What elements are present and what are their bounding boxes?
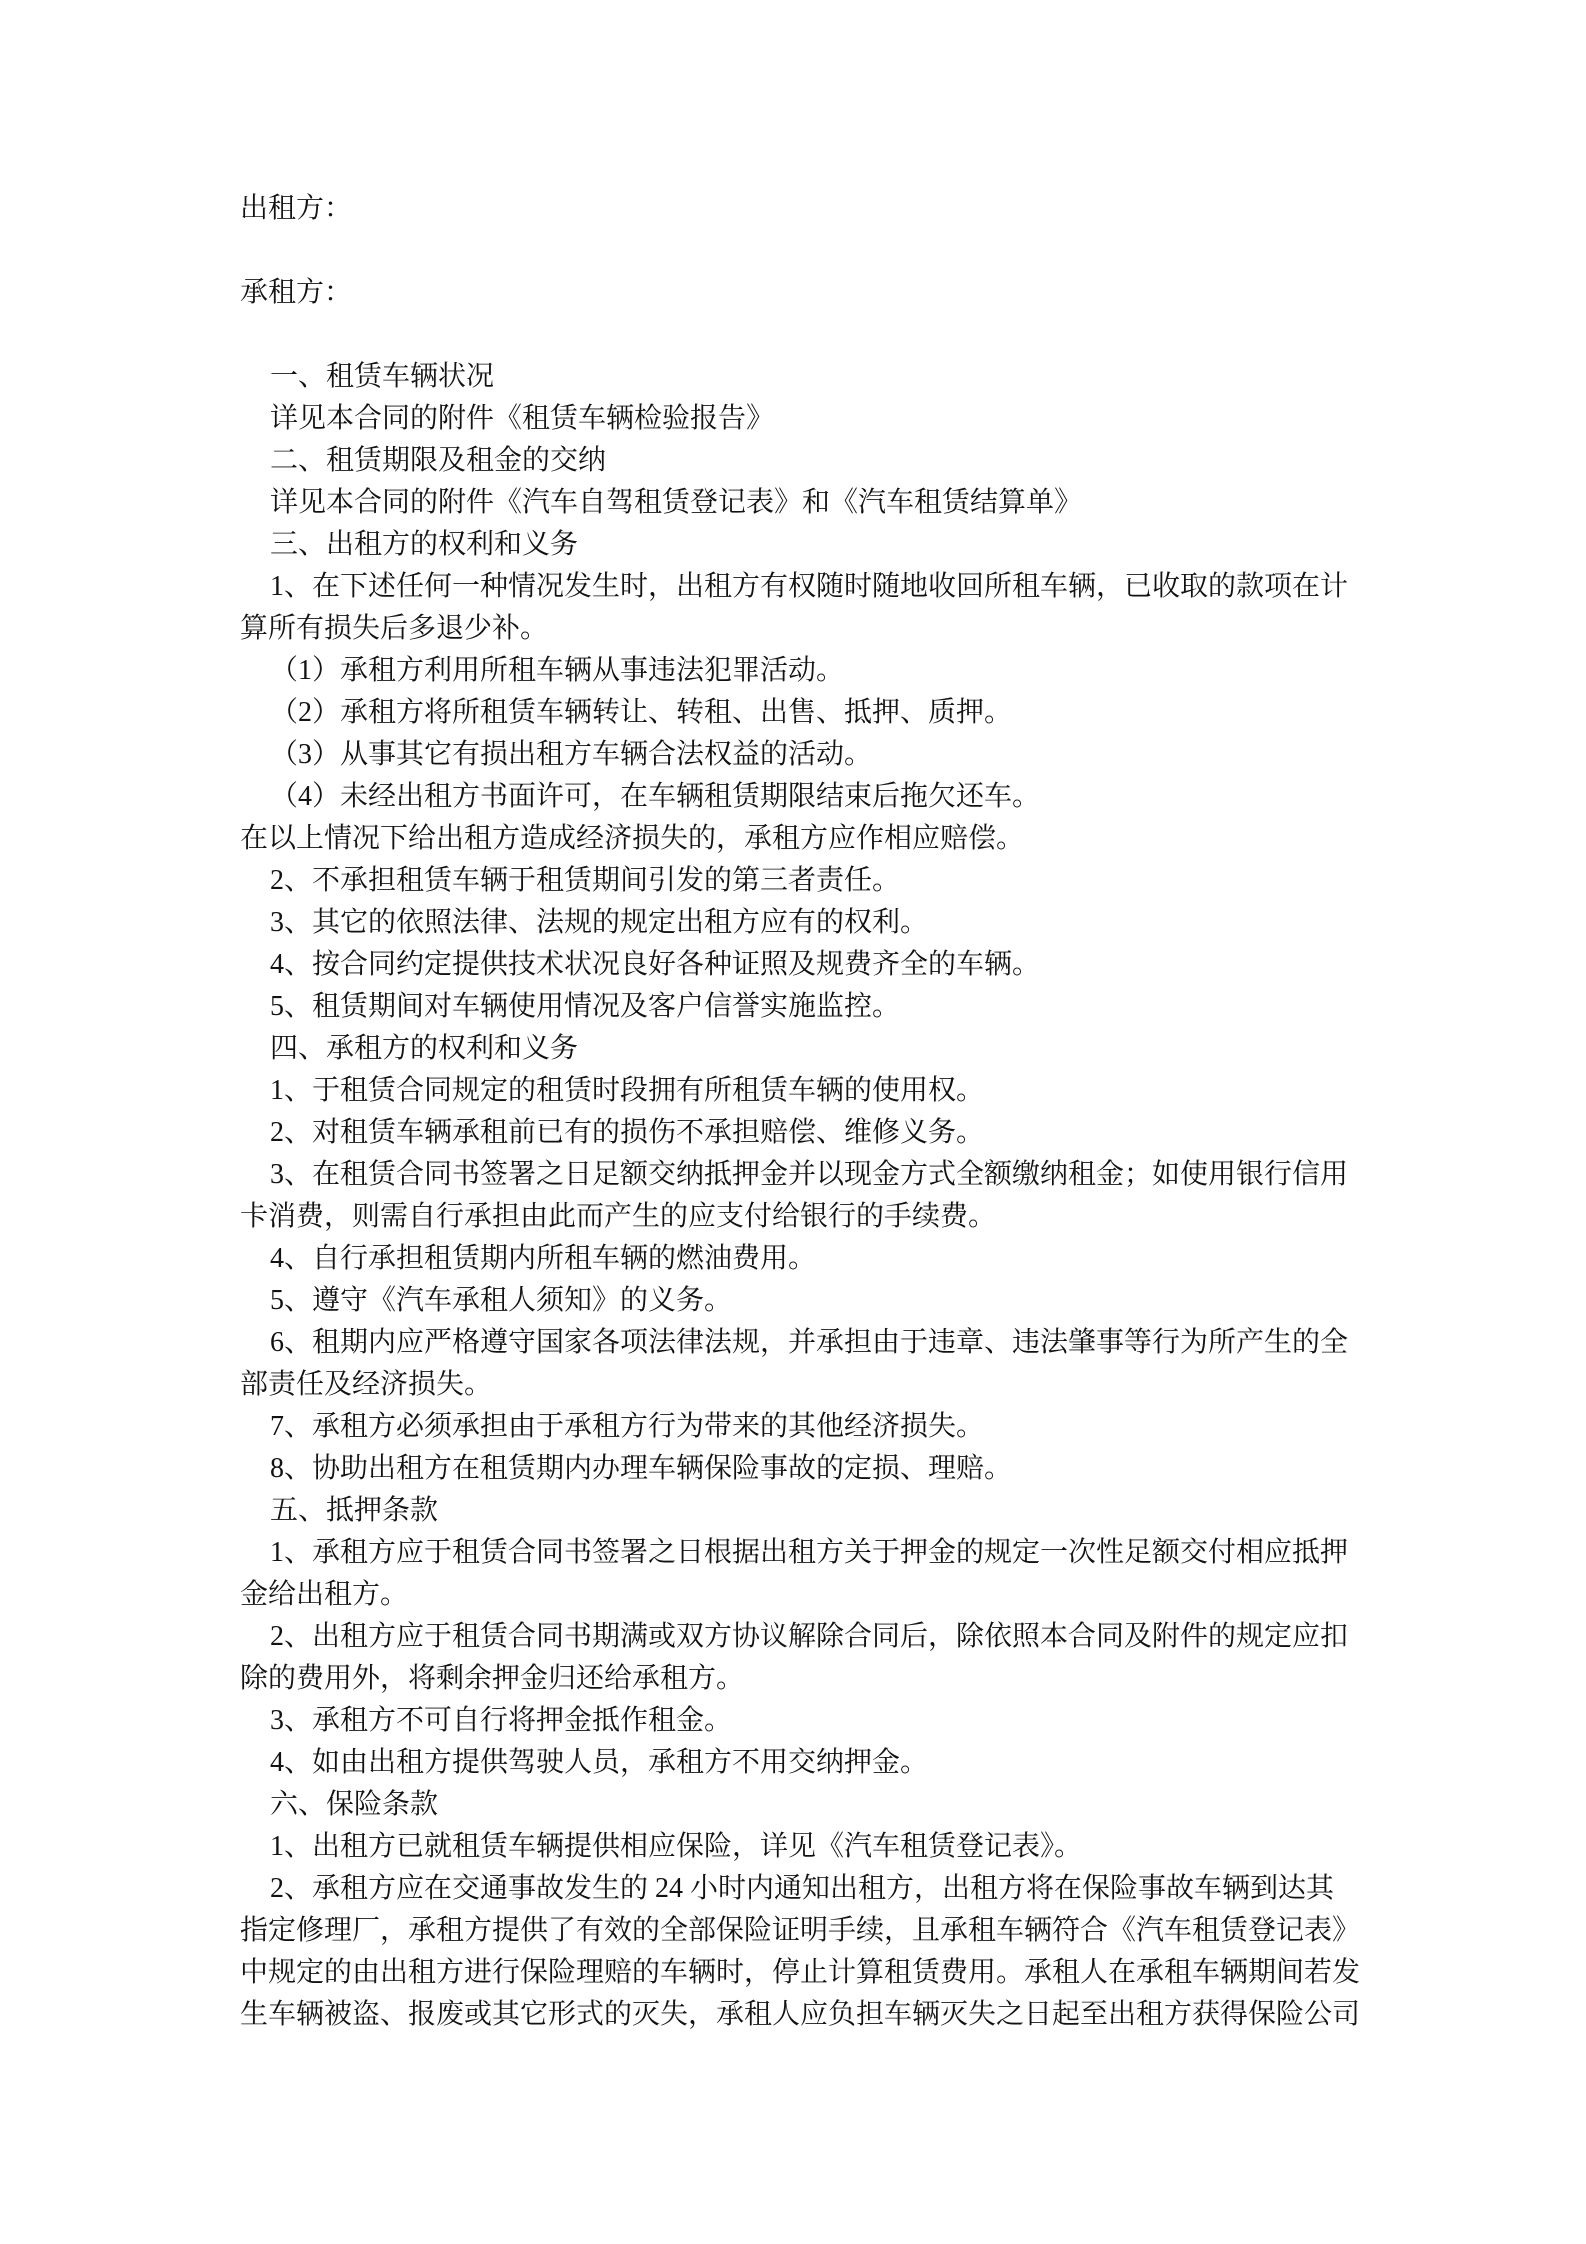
text-line: 5、租赁期间对车辆使用情况及客户信誉实施监控。 — [270, 991, 901, 1022]
text-line: 生车辆被盗、报废或其它形式的灭失，承租人应负担车辆灭失之日起至出租方获得保险公司 — [240, 1999, 1361, 2030]
text-line: 3、承租方不可自行将押金抵作租金。 — [270, 1705, 733, 1736]
text-line: 详见本合同的附件《租赁车辆检验报告》 — [270, 403, 775, 434]
text-line: 1、于租赁合同规定的租赁时段拥有所租赁车辆的使用权。 — [270, 1075, 985, 1106]
text-line: （2）承租方将所租赁车辆转让、转租、出售、抵押、质押。 — [270, 697, 1013, 728]
text-line: 承租方： — [240, 277, 353, 308]
text-line: 详见本合同的附件《汽车自驾租赁登记表》和《汽车租赁结算单》 — [270, 487, 1083, 518]
text-line: 4、如由出租方提供驾驶人员，承租方不用交纳押金。 — [270, 1747, 929, 1778]
text-line: 8、协助出租方在租赁期内办理车辆保险事故的定损、理赔。 — [270, 1453, 1013, 1484]
text-line: 5、遵守《汽车承租人须知》的义务。 — [270, 1285, 733, 1316]
text-line: （3）从事其它有损出租方车辆合法权益的活动。 — [270, 739, 873, 770]
text-line: 1、在下述任何一种情况发生时，出租方有权随时随地收回所租车辆，已收取的款项在计 — [270, 571, 1349, 602]
text-line: 中规定的由出租方进行保险理赔的车辆时，停止计算租赁费用。承租人在承租车辆期间若发 — [240, 1957, 1361, 1988]
text-line: 1、出租方已就租赁车辆提供相应保险，详见《汽车租赁登记表》。 — [270, 1831, 1083, 1862]
text-line: 一、租赁车辆状况 — [270, 361, 495, 392]
text-line: 出租方： — [240, 193, 353, 224]
text-line: 4、按合同约定提供技术状况良好各种证照及规费齐全的车辆。 — [270, 949, 1041, 980]
text-line: 6、租期内应严格遵守国家各项法律法规，并承担由于违章、违法肇事等行为所产生的全 — [270, 1327, 1349, 1358]
text-line: 在以上情况下给出租方造成经济损失的，承租方应作相应赔偿。 — [240, 823, 1025, 854]
text-line: 7、承租方必须承担由于承租方行为带来的其他经济损失。 — [270, 1411, 985, 1442]
blank-line — [240, 230, 1346, 272]
text-line: （4）未经出租方书面许可，在车辆租赁期限结束后拖欠还车。 — [270, 781, 1041, 812]
text-line: 3、在租赁合同书签署之日足额交纳抵押金并以现金方式全额缴纳租金；如使用银行信用 — [270, 1159, 1349, 1190]
text-line: 五、抵押条款 — [270, 1495, 439, 1526]
text-line: 六、保险条款 — [270, 1789, 439, 1820]
text-line: 2、不承担租赁车辆于租赁期间引发的第三者责任。 — [270, 865, 901, 896]
text-line: 四、承租方的权利和义务 — [270, 1033, 579, 1064]
text-line: 除的费用外，将剩余押金归还给承租方。 — [240, 1663, 745, 1694]
text-line: 指定修理厂，承租方提供了有效的全部保险证明手续，且承租车辆符合《汽车租赁登记表》 — [240, 1915, 1361, 1946]
text-line: 金给出租方。 — [240, 1579, 409, 1610]
text-line: 2、承租方应在交通事故发生的 24 小时内通知出租方，出租方将在保险事故车辆到达其 — [270, 1873, 1335, 1904]
text-line: 卡消费，则需自行承担由此而产生的应支付给银行的手续费。 — [240, 1201, 997, 1232]
text-line: 1、承租方应于租赁合同书签署之日根据出租方关于押金的规定一次性足额交付相应抵押 — [270, 1537, 1349, 1568]
text-line: 二、租赁期限及租金的交纳 — [270, 445, 607, 476]
text-line: 2、出租方应于租赁合同书期满或双方协议解除合同后，除依照本合同及附件的规定应扣 — [270, 1621, 1349, 1652]
text-line: 4、自行承担租赁期内所租车辆的燃油费用。 — [270, 1243, 817, 1274]
document-body — [240, 188, 1361, 2036]
text-line: （1）承租方利用所租车辆从事违法犯罪活动。 — [270, 655, 845, 686]
text-line: 3、其它的依照法律、法规的规定出租方应有的权利。 — [270, 907, 929, 938]
text-line: 算所有损失后多退少补。 — [240, 613, 549, 644]
text-line: 三、出租方的权利和义务 — [270, 529, 579, 560]
blank-line — [240, 314, 1346, 356]
text-line: 部责任及经济损失。 — [240, 1369, 493, 1400]
text-line: 2、对租赁车辆承租前已有的损伤不承担赔偿、维修义务。 — [270, 1117, 985, 1148]
